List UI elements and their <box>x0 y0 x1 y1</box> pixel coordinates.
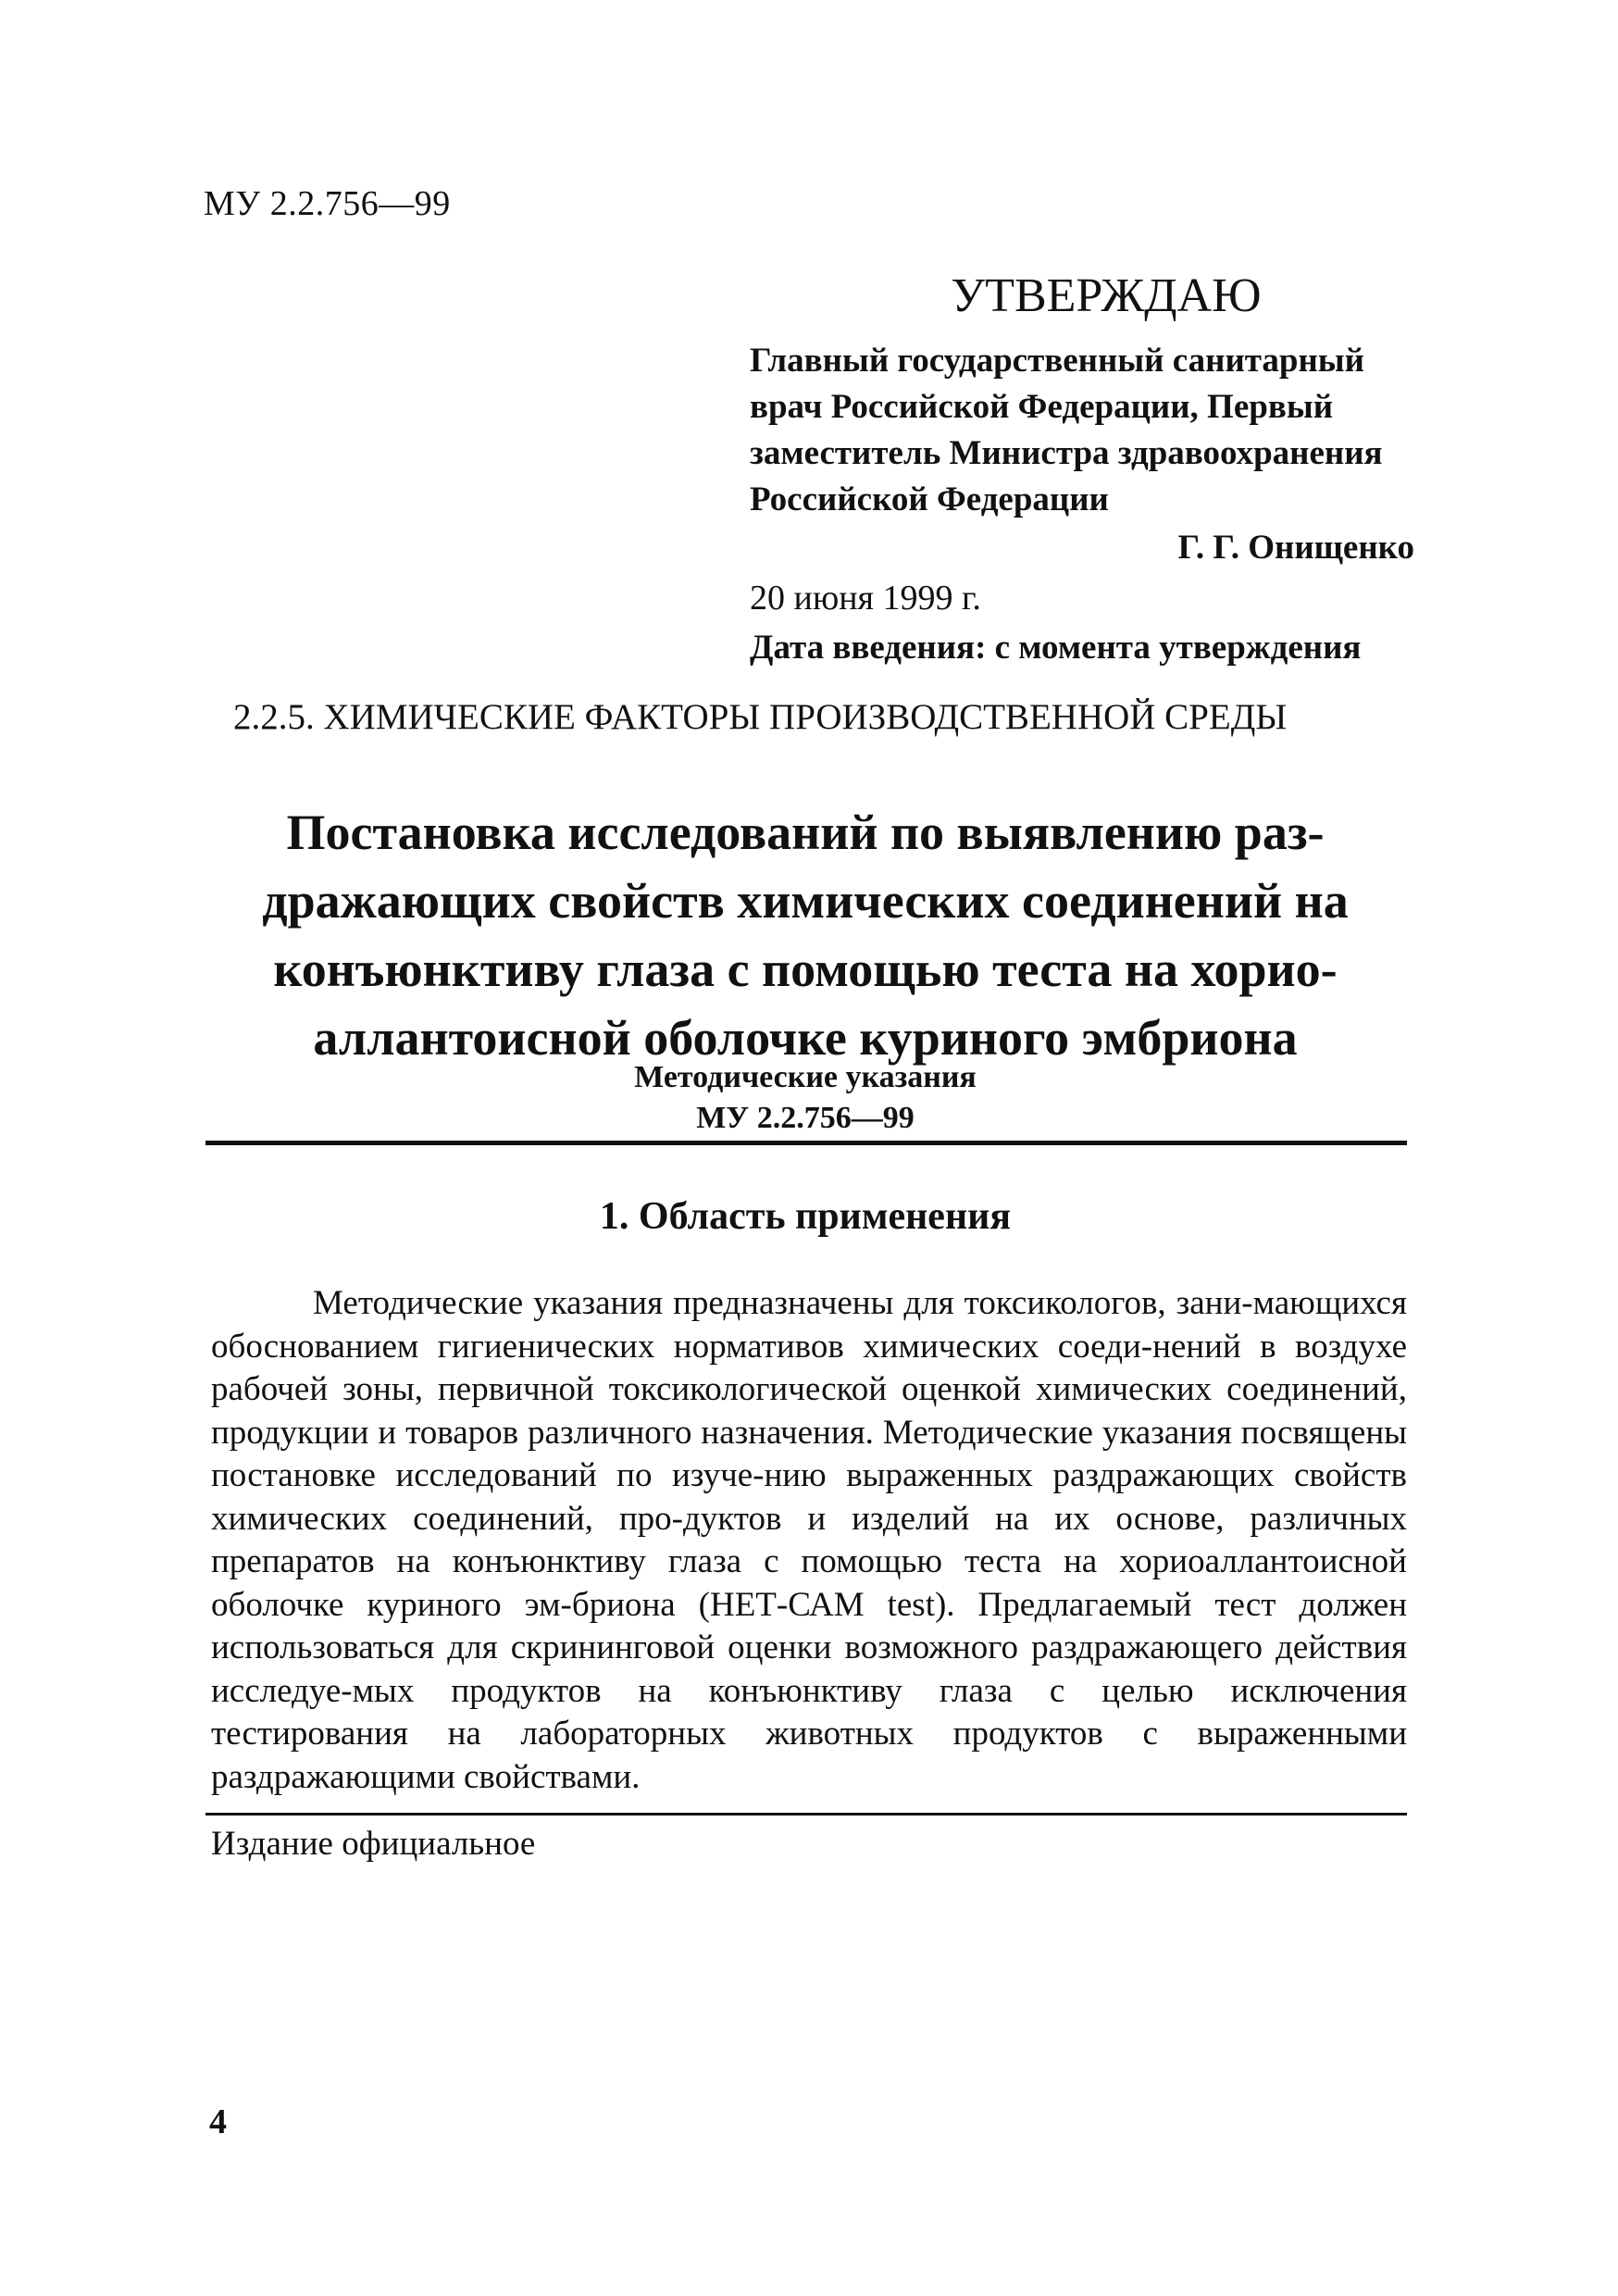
title-divider <box>205 1141 1407 1145</box>
section-body <box>211 1282 1407 1799</box>
section-title: 1. Область применения <box>599 1195 1012 1238</box>
title-line: аллантоисной оболочке куриного эмбриона <box>313 1010 1298 1066</box>
paragraph-text: Методические указания предназначены для токсикологов, зани-мающихся обоснованием гигиенических нормативов химических соеди-нений в воздухе рабочей зоны, первичной токсикологической оценкой химических соединений, продукции и товаров различного назначения. Методические указания посвящены постановке исследований по изуче-нию выраженных раздражающих свойств химических соединений, про-дуктов и изделий на их основе, различных препаратов на конъюнктиву глаза с помощью теста на хориоаллантоисной оболочке куриного эм-бриона (НЕТ-САМ test). Предлагаемый тест должен использоваться для скрининговой оценки возможного раздражающего действия исследуе-мых продуктов на конъюнктиву глаза с целью исключения тестирования на лабораторных животных продуктов с выраженными раздражающими свойствами. <box>211 1284 1407 1796</box>
title-line: Постановка исследований по выявлению раз- <box>286 805 1325 860</box>
approval-line: врач Российской Федерации, Первый <box>750 388 1334 426</box>
document-title <box>204 798 1407 1072</box>
approval-line: заместитель Министра здравоохранения <box>750 434 1383 472</box>
document-code: МУ 2.2.756—99 <box>204 184 451 223</box>
approval-title: УТВЕРЖДАЮ <box>951 269 1262 322</box>
document-subtitle <box>204 1057 1407 1139</box>
introduction-date: Дата введения: с момента утверждения <box>750 629 1362 667</box>
document-number: МУ 2.2.756—99 <box>696 1101 915 1135</box>
approval-date: 20 июня 1999 г. <box>750 579 981 618</box>
title-line: конъюнктиву глаза с помощью теста на хорио- <box>273 942 1338 997</box>
approval-block <box>750 268 1414 673</box>
approval-line: Российской Федерации <box>750 480 1109 518</box>
section-heading: 2.2.5. ХИМИЧЕСКИЕ ФАКТОРЫ ПРОИЗВОДСТВЕННОЙ СРЕДЫ <box>233 697 1288 737</box>
approval-line: Главный государственный санитарный <box>750 342 1364 380</box>
title-line: дражающих свойств химических соединений на <box>262 873 1349 929</box>
footnote-divider <box>205 1813 1407 1816</box>
page-number: 4 <box>209 2103 227 2141</box>
approval-signer: Г. Г. Онищенко <box>1177 529 1414 567</box>
document-type: Методические указания <box>634 1060 977 1094</box>
edition-note: Издание официальное <box>211 1825 536 1863</box>
